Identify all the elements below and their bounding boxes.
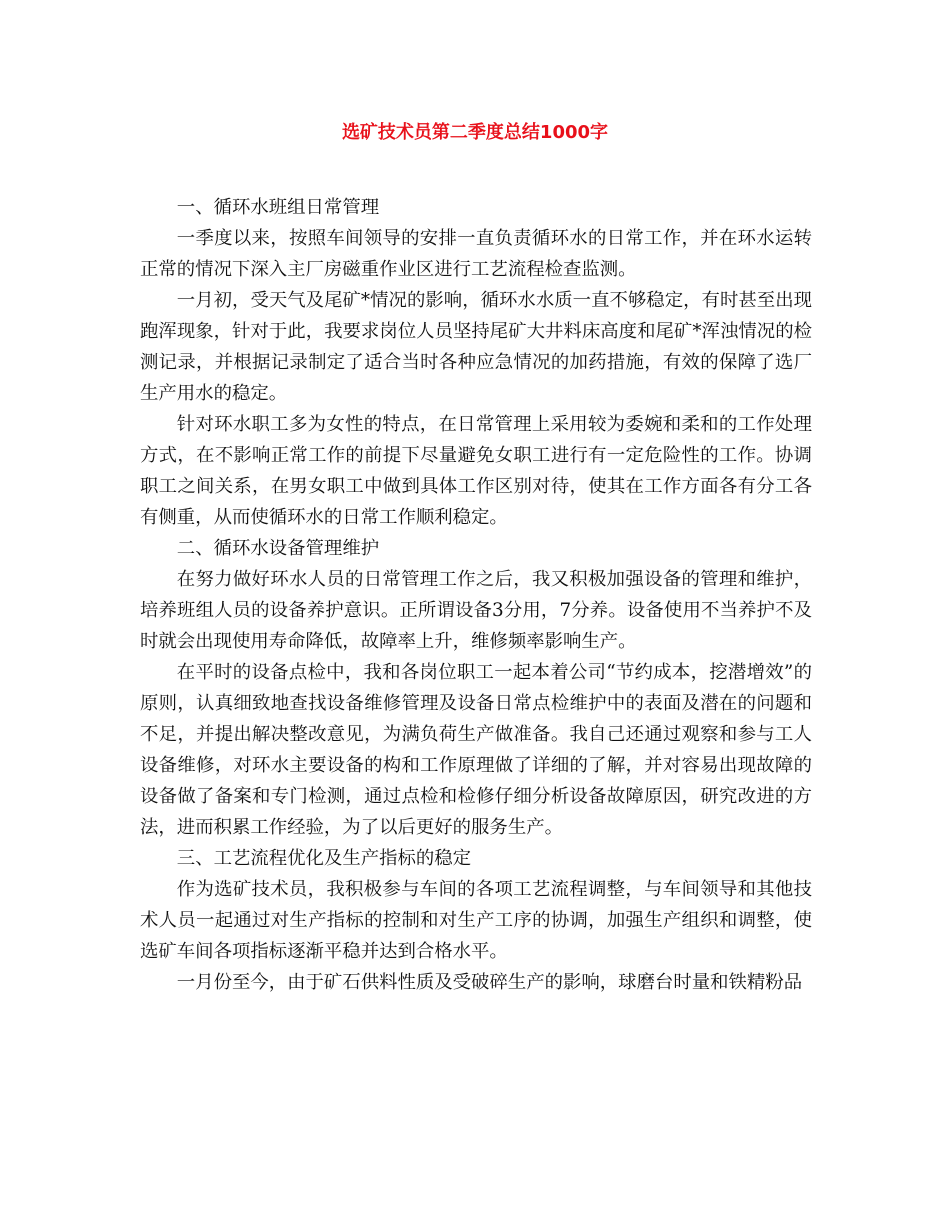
paragraph: 一月初，受天气及尾矿*情况的影响，循环水水质一直不够稳定，有时甚至出现跑浑现象，针对于此，我要求岗位人员坚持尾矿大井料床高度和尾矿*浑浊情况的检测记录，并根据记录制定了适合当时各种应急情况的加药措施，有效的保障了选厂生产用水的稳定。 — [140, 290, 812, 404]
document-body — [140, 192, 812, 998]
section-heading-3: 三、工艺流程优化及生产指标的稳定 — [176, 848, 472, 869]
paragraph: 作为选矿技术员，我积极参与车间的各项工艺流程调整，与车间领导和其他技术人员一起通过对生产指标的控制和对生产工序的协调，加强生产组织和调整，使选矿车间各项指标逐渐平稳并达到合格水平。 — [140, 879, 812, 962]
paragraph: 在平时的设备点检中，我和各岗位职工一起本着公司“节约成本，挖潜增效”的原则，认真细致地查找设备维修管理及设备日常点检维护中的表面及潜在的问题和不足，并提出解决整改意见，为满负荷生产做准备。我自己还通过观察和参与工人设备维修，对环水主要设备的构和工作原理做了详细的了解，并对容易出现故障的设备做了备案和专门检测，通过点检和检修仔细分析设备故障原因，研究改进的方法，进而积累工作经验，为了以后更好的服务生产。 — [140, 662, 812, 838]
paragraph: 一季度以来，按照车间领导的安排一直负责循环水的日常工作，并在环水运转正常的情况下深入主厂房磁重作业区进行工艺流程检查监测。 — [140, 228, 812, 280]
document-title: 选矿技术员第二季度总结1000字 — [341, 122, 609, 143]
paragraph: 针对环水职工多为女性的特点，在日常管理上采用较为委婉和柔和的工作处理方式，在不影响正常工作的前提下尽量避免女职工进行有一定危险性的工作。协调职工之间关系，在男女职工中做到具体工作区别对待，使其在工作方面各有分工各有侧重，从而使循环水的日常工作顺利稳定。 — [140, 414, 812, 528]
paragraph: 在努力做好环水人员的日常管理工作之后，我又积极加强设备的管理和维护，培养班组人员的设备养护意识。正所谓设备3分用，7分养。设备使用不当养护不及时就会出现使用寿命降低，故障率上升，维修频率影响生产。 — [140, 569, 812, 652]
section-heading-2: 二、循环水设备管理维护 — [176, 538, 380, 559]
paragraph: 一月份至今，由于矿石供料性质及受破碎生产的影响，球磨台时量和铁精粉品 — [176, 972, 803, 993]
section-heading-1: 一、循环水班组日常管理 — [176, 197, 380, 218]
